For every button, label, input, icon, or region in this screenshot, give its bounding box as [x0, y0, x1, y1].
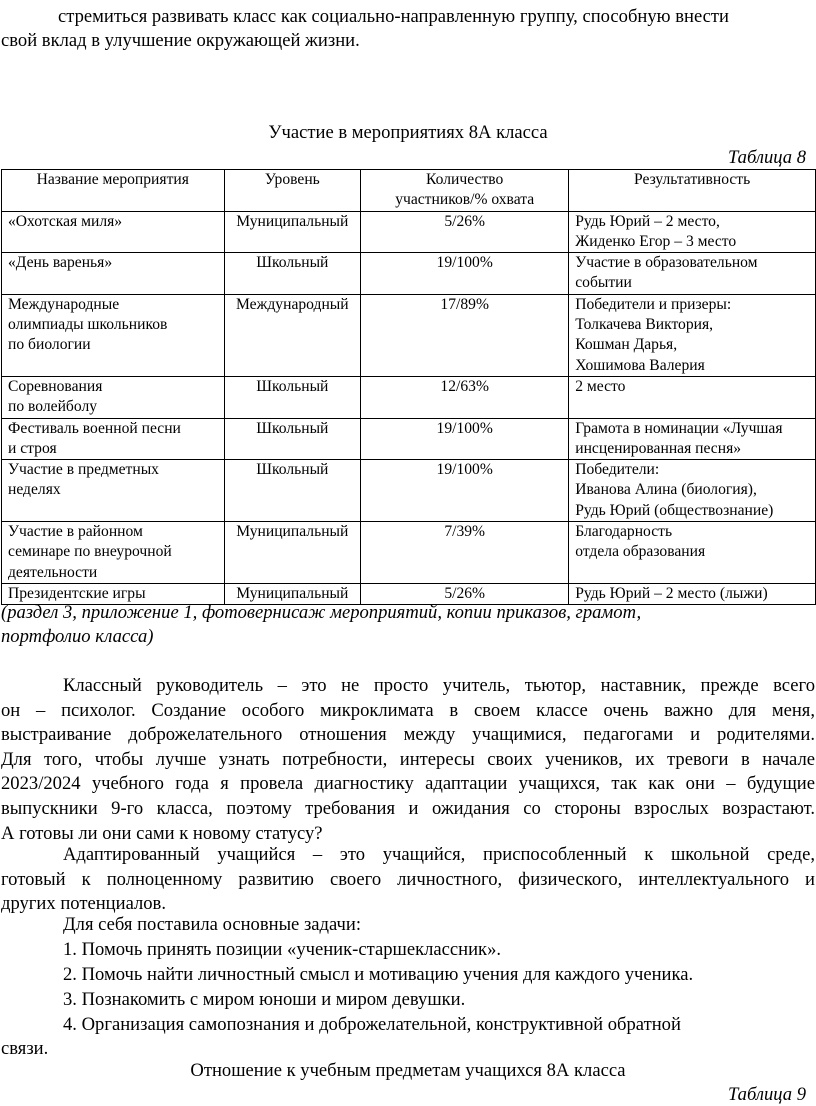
cell-line: по биологии — [8, 336, 91, 354]
intro-line-2: свой вклад в улучшение окружающей жизни. — [1, 30, 360, 51]
cell-event — [2, 418, 225, 460]
cell-line: Фестиваль военной песни — [8, 419, 181, 437]
cell-line: Толкачева Виктория, — [575, 316, 714, 334]
cell-line: Грамота в номинации «Лучшая — [575, 419, 783, 437]
paragraph-line: Классный руководитель – это не просто учитель, тьютор, наставник, прежде всего — [63, 675, 815, 696]
paragraph-line: Адаптированный учащийся – это учащийся, приспособленный к школьной среде, — [63, 844, 815, 865]
cell-event — [2, 460, 225, 522]
cell-level — [224, 253, 361, 295]
cell-line: 5/26% — [444, 584, 486, 602]
task-item-4: 4. Организация самопознания и доброжелательной, конструктивной обратной — [63, 1014, 681, 1035]
header-line: Количество — [426, 171, 504, 188]
cell-line: Соревнования — [8, 377, 103, 395]
paragraph-line: выстраивание доброжелательного отношения между учащимися, педагогами и родителями. — [1, 724, 815, 746]
cell-line: отдела образования — [575, 543, 706, 561]
paragraph-line: готовый к полноценному развитию своего личностного, физического, интеллектуального и — [1, 868, 815, 890]
table9-label: Таблица 9 — [728, 1084, 807, 1105]
cell-line: олимпиады школьников — [8, 316, 168, 334]
cell-event — [2, 211, 225, 253]
note-line-2: портфолио класса) — [1, 626, 154, 647]
task-item-3: 3. Познакомить с миром юноши и миром девушки. — [63, 989, 466, 1010]
cell-line: 7/39% — [444, 523, 486, 541]
cell-line: по волейболу — [8, 398, 98, 416]
table-row — [2, 376, 816, 418]
cell-participants — [361, 294, 569, 376]
table-row — [2, 211, 816, 253]
cell-event — [2, 522, 225, 584]
cell-level — [224, 294, 361, 376]
cell-result — [569, 376, 816, 418]
cell-level — [224, 376, 361, 418]
cell-line: неделях — [8, 481, 61, 499]
paragraph-line: 2023/2024 учебного года я провела диагностику адаптации учащихся, так как они – будущие — [1, 773, 815, 795]
cell-line: Рудь Юрий (обществознание) — [575, 501, 774, 519]
cell-participants — [361, 253, 569, 295]
paragraph-line: выпускники 9-го класса, поэтому требования и ожидания со стороны взрослых возрастают. — [1, 798, 815, 819]
cell-participants — [361, 522, 569, 584]
header-event-name — [2, 170, 225, 212]
cell-line: Школьный — [256, 254, 329, 272]
table-header-row — [2, 170, 816, 212]
cell-line: Иванова Алина (биология), — [575, 481, 757, 499]
task-item-2: 2. Помочь найти личностный смысл и мотивацию учения для каждого ученика. — [63, 964, 694, 985]
cell-line: Школьный — [256, 419, 329, 437]
table-row — [2, 460, 816, 522]
cell-result — [569, 294, 816, 376]
cell-line: Международный — [236, 295, 349, 313]
cell-result — [569, 522, 816, 584]
task-item-4-continuation: связи. — [1, 1038, 49, 1059]
cell-line: «Охотская миля» — [8, 212, 123, 230]
table8-title: Участие в мероприятиях 8А класса — [268, 122, 548, 143]
paragraph-line: он – психолог. Создание особого микроклимата в своем классе очень важно для меня, — [1, 699, 815, 721]
cell-line: Благодарность — [575, 523, 673, 541]
cell-line: Муниципальный — [236, 212, 349, 230]
cell-line: и строя — [8, 439, 57, 457]
cell-event — [2, 376, 225, 418]
cell-line: Школьный — [256, 377, 329, 395]
cell-line: Школьный — [256, 461, 329, 479]
cell-line: «День варенья» — [8, 254, 113, 272]
cell-line: 19/100% — [436, 461, 493, 479]
cell-line: 19/100% — [436, 254, 493, 272]
cell-line: Участие в предметных — [8, 461, 159, 479]
note-line-1: (раздел 3, приложение 1, фотовернисаж мероприятий, копии приказов, грамот, — [1, 602, 642, 623]
cell-line: Участие в образовательном — [575, 254, 758, 272]
header-line: Название мероприятия — [36, 171, 189, 188]
paragraph-line: других потенциалов. — [1, 893, 166, 915]
cell-line: 19/100% — [436, 419, 493, 437]
cell-level — [224, 418, 361, 460]
cell-line: Международные — [8, 295, 120, 313]
header-line: участников/% охвата — [395, 191, 535, 209]
table9-title: Отношение к учебным предметам учащихся 8А класса — [190, 1060, 626, 1081]
cell-line: Рудь Юрий – 2 место, — [575, 212, 720, 230]
header-result — [569, 170, 816, 212]
cell-result — [569, 418, 816, 460]
cell-event — [2, 294, 225, 376]
cell-line: Хошимова Валерия — [575, 356, 705, 374]
header-line: Уровень — [264, 171, 320, 188]
intro-line-1: стремиться развивать класс как социально-направленную группу, способную внести — [58, 6, 729, 27]
cell-line: Муниципальный — [236, 584, 349, 602]
cell-level — [224, 211, 361, 253]
header-level — [224, 170, 361, 212]
cell-participants — [361, 211, 569, 253]
cell-line: Участие в районном — [8, 523, 143, 541]
table-row — [2, 522, 816, 584]
cell-line: деятельности — [8, 563, 98, 581]
cell-line: инсценированная песня» — [575, 439, 742, 457]
paragraph-line: А готовы ли они сами к новому статусу? — [1, 822, 323, 844]
tasks-intro: Для себя поставила основные задачи: — [63, 914, 361, 935]
cell-line: Победители и призеры: — [575, 295, 732, 313]
cell-line: семинаре по внеурочной — [8, 543, 172, 561]
cell-participants — [361, 376, 569, 418]
cell-level — [224, 522, 361, 584]
table-row — [2, 294, 816, 376]
cell-result — [569, 253, 816, 295]
cell-event — [2, 253, 225, 295]
cell-line: событии — [575, 274, 632, 292]
cell-line: 2 место — [575, 377, 626, 395]
cell-level — [224, 460, 361, 522]
header-line: Результативность — [633, 171, 751, 188]
cell-line: Президентские игры — [8, 584, 146, 602]
table-row — [2, 253, 816, 295]
cell-line: Жиденко Егор – 3 место — [575, 232, 737, 250]
cell-line: Кошман Дарья, — [575, 336, 678, 354]
cell-line: 17/89% — [440, 295, 489, 313]
paragraph-line: Для того, чтобы лучше узнать потребности, интересы своих учеников, их тревоги в начале — [1, 748, 815, 770]
table-row — [2, 418, 816, 460]
cell-result — [569, 460, 816, 522]
cell-line: 5/26% — [444, 212, 486, 230]
events-table — [1, 169, 816, 605]
cell-line: Победители: — [575, 461, 660, 479]
cell-result — [569, 211, 816, 253]
table8-label: Таблица 8 — [728, 147, 807, 168]
cell-participants — [361, 418, 569, 460]
header-participants — [361, 170, 569, 212]
task-item-1: 1. Помочь принять позиции «ученик-старшеклассник». — [63, 939, 502, 960]
cell-line: Рудь Юрий – 2 место (лыжи) — [575, 584, 768, 602]
cell-participants — [361, 460, 569, 522]
cell-line: 12/63% — [440, 377, 489, 395]
cell-line: Муниципальный — [236, 523, 349, 541]
